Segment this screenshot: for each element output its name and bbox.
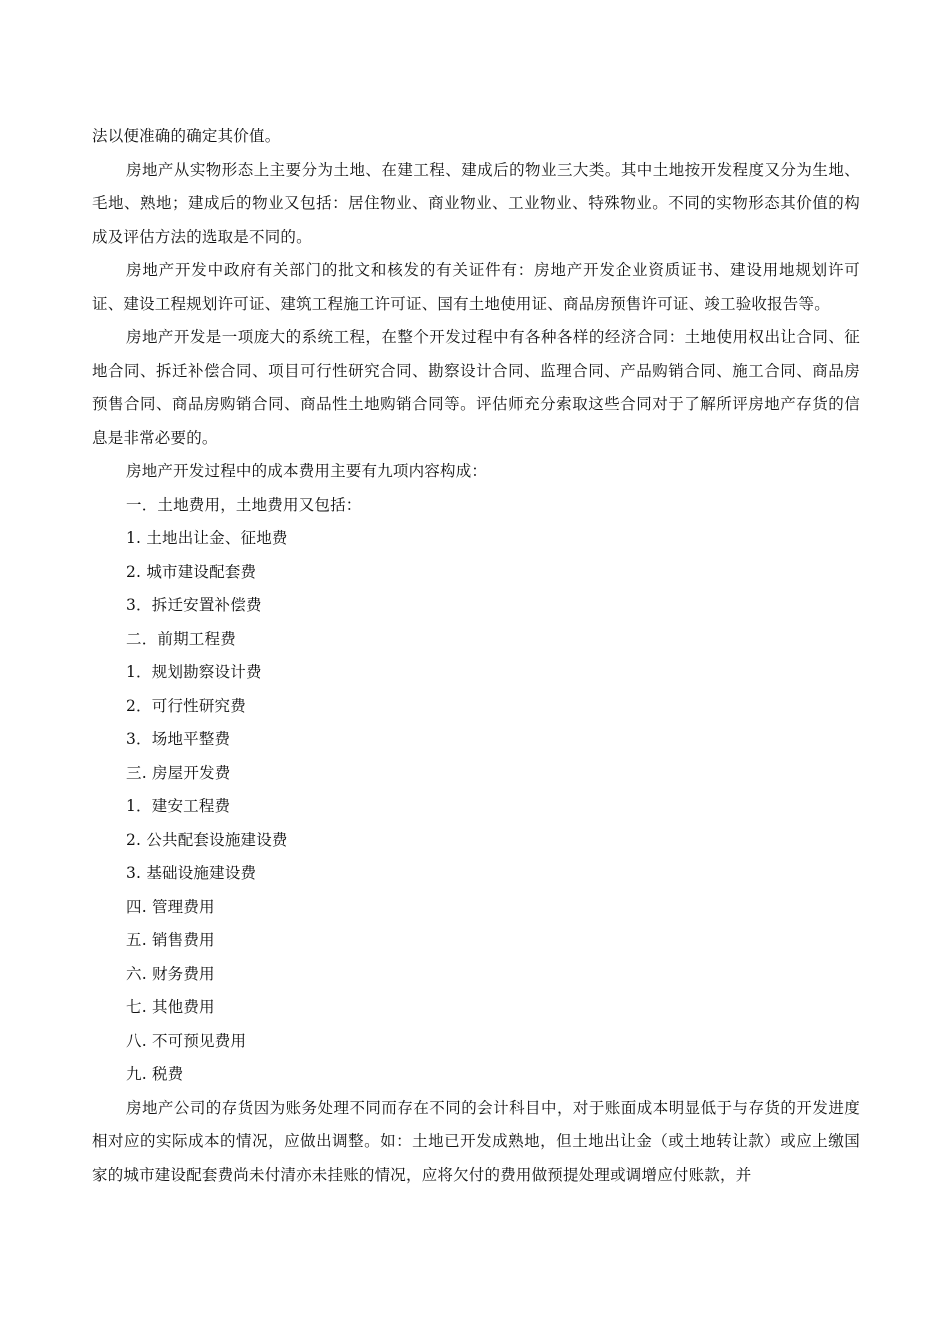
cost-subitem-construction: 1．建安工程费 (126, 797, 231, 815)
paragraph-valuation-continued: 法以便准确的确定其价值。 (92, 127, 281, 145)
cost-item-other: 七. 其他费用 (126, 998, 215, 1016)
cost-item-preliminary-engineering: 二．前期工程费 (126, 629, 236, 648)
cost-subitem-public-facilities: 2. 公共配套设施建设费 (126, 830, 288, 849)
cost-item-management: 四. 管理费用 (126, 897, 215, 916)
paragraph-government-certificates: 房地产开发中政府有关部门的批文和核发的有关证件有：房地产开发企业资质证书、建设用地规划许可证、建设工程规划许可证、建筑工程施工许可证、国有土地使用证、商品房预售许可证、竣工验收报告等。 (92, 261, 860, 313)
cost-item-sales: 五. 销售费用 (126, 931, 215, 949)
cost-subitem-city-construction: 2. 城市建设配套费 (126, 562, 257, 581)
paragraph-physical-forms: 房地产从实物形态上主要分为土地、在建工程、建成后的物业三大类。其中土地按开发程度又分为生地、毛地、熟地；建成后的物业又包括：居住物业、商业物业、工业物业、特殊物业。不同的实物形态其价值的构成及评估方法的选取是不同的。 (92, 160, 860, 246)
paragraph-cost-intro: 房地产开发过程中的成本费用主要有九项内容构成： (126, 462, 488, 480)
cost-subitem-infrastructure: 3. 基础设施建设费 (126, 864, 257, 882)
cost-subitem-feasibility: 2．可行性研究费 (126, 696, 246, 715)
paragraph-economic-contracts: 房地产开发是一项庞大的系统工程，在整个开发过程中有各种各样的经济合同：土地使用权出让合同、征地合同、拆迁补偿合同、项目可行性研究合同、勘察设计合同、监理合同、产品购销合同、施工合同、商品房预售合同、商品房购销合同、商品性土地购销合同等。评估师充分索取这些合同对于了解所评房地产存货的信息是非常必要的。 (92, 328, 860, 447)
cost-item-taxes: 九. 税费 (126, 1065, 184, 1083)
cost-item-finance: 六. 财务费用 (126, 964, 215, 983)
document-body (92, 120, 860, 1192)
cost-subitem-planning-survey: 1．规划勘察设计费 (126, 663, 262, 681)
cost-subitem-site-leveling: 3．场地平整费 (126, 730, 231, 748)
cost-subitem-relocation: 3．拆迁安置补偿费 (126, 596, 262, 614)
cost-item-building-development: 三. 房屋开发费 (126, 763, 231, 782)
cost-item-land-fees: 一．土地费用，土地费用又包括： (126, 495, 362, 514)
paragraph-inventory-adjustment: 房地产公司的存货因为账务处理不同而存在不同的会计科目中，对于账面成本明显低于与存货的开发进度相对应的实际成本的情况，应做出调整。如：土地已开发成熟地，但土地出让金（或土地转让款）或应上缴国家的城市建设配套费尚未付清亦未挂账的情况，应将欠付的费用做预提处理或调增应付账款，并 (92, 1098, 860, 1184)
cost-subitem-land-transfer: 1. 土地出让金、征地费 (126, 529, 288, 547)
cost-item-unforeseen: 八. 不可预见费用 (126, 1031, 247, 1050)
